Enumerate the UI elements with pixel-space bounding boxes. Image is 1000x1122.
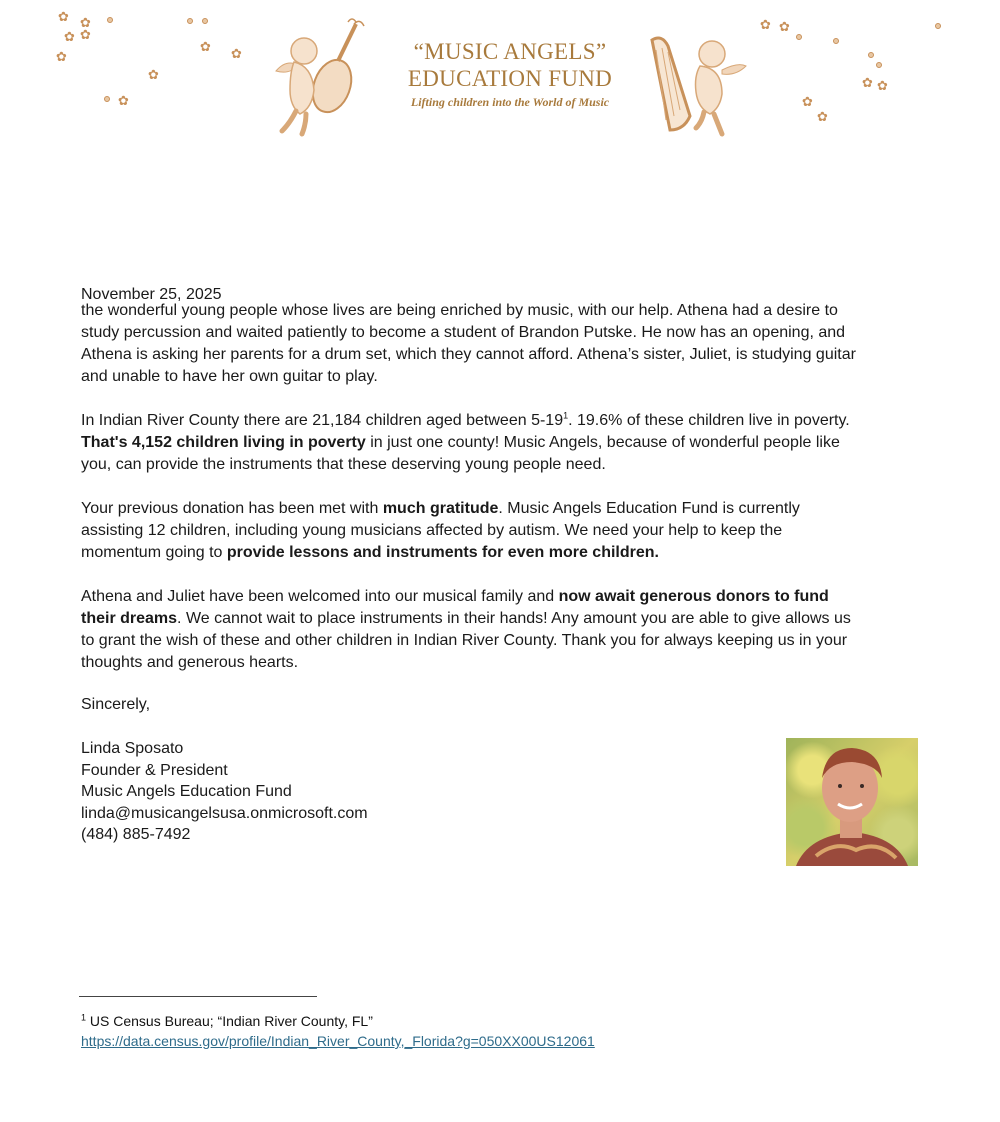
star-icon: ✿ — [802, 94, 813, 109]
census-link[interactable]: https://data.census.gov/profile/Indian_River_County,_Florida?g=050XX00US12061 — [81, 1033, 595, 1049]
star-icon: ✿ — [80, 15, 91, 30]
signature-block — [81, 738, 368, 846]
signer-title: Founder & President — [81, 761, 228, 779]
star-icon: ✿ — [200, 39, 211, 54]
tagline: Lifting children into the World of Music — [410, 95, 610, 109]
cherub-with-harp-icon — [642, 30, 752, 140]
letter-body — [81, 300, 861, 696]
star-icon: ✿ — [760, 17, 771, 32]
star-icon: ✿ — [64, 29, 75, 44]
title-line-1: “MUSIC ANGELS” — [413, 39, 607, 64]
paragraph-text: In Indian River County there are 21,184 children aged between 5-19 — [81, 412, 564, 429]
dot-icon — [796, 34, 802, 40]
paragraph-2 — [81, 410, 861, 476]
emphasis-text: much gratitude — [382, 500, 499, 517]
paragraph-text: Your previous donation has been met with — [81, 500, 383, 517]
paragraph-3 — [81, 498, 861, 564]
title-line-2: EDUCATION FUND — [407, 66, 613, 91]
dot-icon — [868, 52, 874, 58]
emphasis-text: That's 4,152 children living in poverty — [81, 434, 366, 451]
closing: Sincerely, — [81, 696, 151, 713]
organization-title — [380, 38, 640, 110]
paragraph-text: Athena and Juliet have been welcomed into our musical family and — [81, 588, 559, 605]
signer-organization: Music Angels Education Fund — [81, 783, 292, 800]
star-icon: ✿ — [817, 109, 828, 124]
star-icon: ✿ — [80, 27, 91, 42]
footnote-ref[interactable]: 1 — [563, 410, 569, 421]
dot-icon — [876, 62, 882, 68]
portrait-figure — [786, 738, 918, 866]
star-icon: ✿ — [58, 9, 69, 24]
dot-icon — [107, 17, 113, 23]
star-icon: ✿ — [148, 67, 159, 82]
cherub-with-lute-icon — [266, 16, 371, 138]
citation-text: US Census Bureau; “Indian River County, FL” — [86, 1013, 373, 1029]
dot-icon — [202, 18, 208, 24]
footnote-separator — [79, 996, 317, 997]
portrait-photo — [786, 738, 918, 866]
star-icon: ✿ — [118, 93, 129, 108]
letter-date: November 25, 2025 — [81, 286, 222, 303]
star-icon: ✿ — [877, 78, 888, 93]
star-icon: ✿ — [56, 49, 67, 64]
signer-phone: (484) 885-7492 — [81, 826, 191, 843]
footnote-marker: 1 — [81, 1012, 87, 1023]
signer-email[interactable]: linda@musicangelsusa.onmicrosoft.com — [81, 804, 368, 822]
dot-icon — [187, 18, 193, 24]
paragraph-text: . 19.6% of these children live in poverty. — [568, 412, 850, 429]
letterhead — [0, 0, 1000, 150]
footnote — [81, 1011, 595, 1051]
star-icon: ✿ — [779, 19, 790, 34]
dot-icon — [935, 23, 941, 29]
star-icon: ✿ — [231, 46, 242, 61]
signer-name: Linda Sposato — [81, 740, 184, 757]
dot-icon — [833, 38, 839, 44]
paragraph-4 — [81, 586, 861, 674]
footnote-citation — [81, 1011, 595, 1031]
star-icon: ✿ — [862, 75, 873, 90]
paragraph-text: . Music Angels Education Fund is currently assisting 12 children, including young musicians affected by autism. We need your help to keep the momentum going to — [81, 500, 800, 561]
paragraph-text: in just one county! Music Angels, because of wonderful people like you, can provide the instruments that these deserving young people need. — [81, 434, 840, 473]
emphasis-text: provide lessons and instruments for even more children. — [226, 544, 659, 561]
emphasis-text: now await generous donors to fund their dreams — [81, 588, 829, 627]
paragraph-text: . We cannot wait to place instruments in their hands! Any amount you are able to give allows us to grant the wish of these and other children in Indian River County. Thank you for always keeping us in your thoughts and generous hearts. — [81, 610, 851, 671]
dot-icon — [104, 96, 110, 102]
paragraph-1: the wonderful young people whose lives are being enriched by music, with our help. Athena had a desire to study percussion and waited patiently to become a student of Brandon Putske. He now has an opening, and Athena is asking her parents for a drum set, which they cannot afford. Athena’s sister, Juliet, is studying guitar and unable to have her own guitar to play. — [81, 302, 856, 385]
